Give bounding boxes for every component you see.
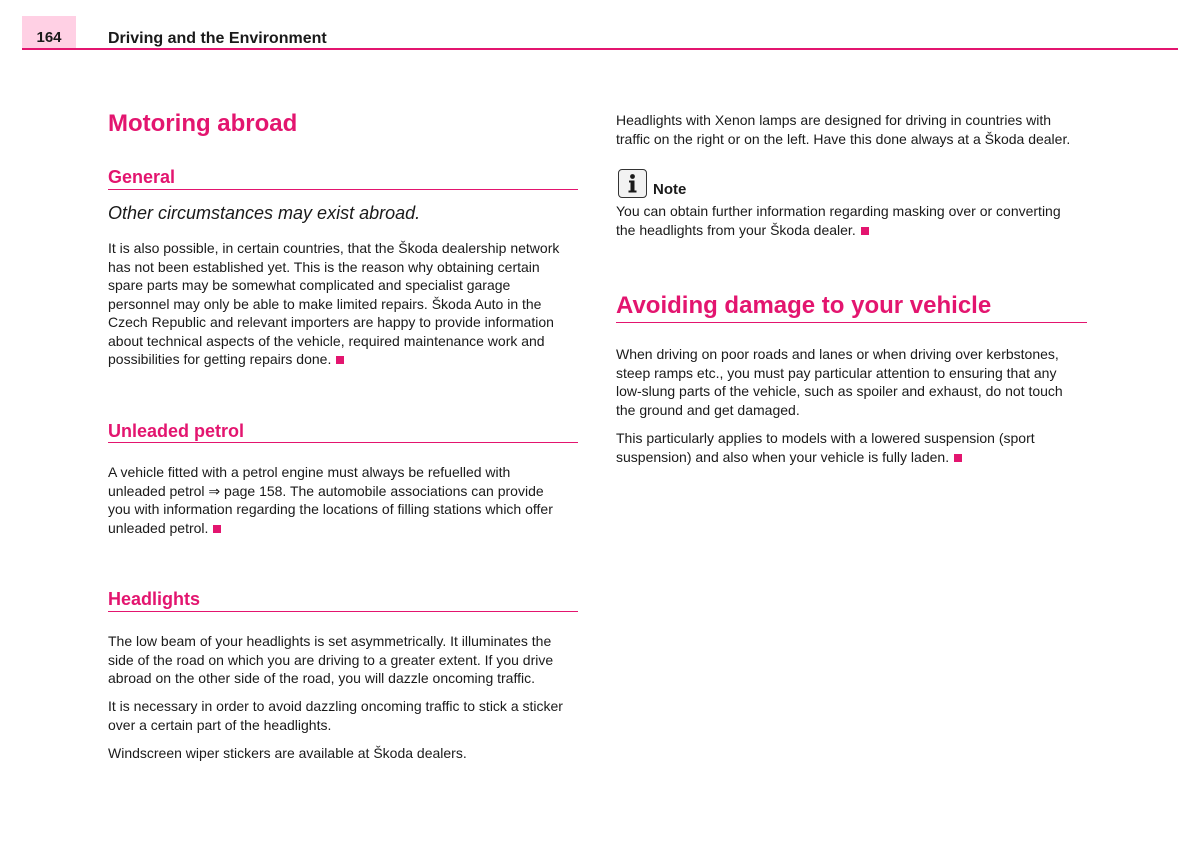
text-line — [108, 350, 559, 369]
text-line: over a certain part of the headlights. — [108, 716, 332, 733]
page-number: 164 — [22, 16, 76, 50]
page-header — [22, 16, 1178, 50]
text-line: This particularly applies to models with a lowered suspension (sport — [616, 430, 1035, 446]
heading-rule — [108, 442, 578, 443]
end-of-section-marker — [336, 356, 344, 364]
paragraph-unleaded — [108, 463, 553, 537]
text-line: side of the road on which you are driving to a greater extent. If you drive — [108, 651, 554, 668]
paragraph-xenon — [616, 111, 1070, 148]
text-line: A vehicle fitted with a petrol engine must always be refuelled with — [108, 464, 511, 480]
line-text: suspension) and also when your vehicle is fully laden. — [616, 448, 950, 465]
note-title: Note — [653, 181, 687, 198]
line-text: the headlights from your Škoda dealer. — [616, 221, 856, 238]
text-line: personnel may only be able to make limited repairs. Škoda Auto in the — [108, 295, 542, 312]
paragraph-damage-2 — [616, 429, 1035, 466]
text-line: you with information regarding the locations of filling stations which offer — [108, 501, 553, 517]
text-line: has not been established yet. This is the reason why obtaining certain — [108, 258, 540, 275]
heading-rule — [108, 611, 578, 612]
line-text: possibilities for getting repairs done. — [108, 351, 332, 367]
text-line: You can obtain further information regarding masking over or converting — [616, 203, 1061, 219]
text-line: The low beam of your headlights is set asymmetrically. It illuminates the — [108, 633, 552, 649]
text-line — [616, 448, 1035, 467]
info-icon — [618, 169, 647, 198]
text-line: It is also possible, in certain countries, that the Škoda dealership network — [108, 240, 560, 256]
paragraph-damage-1 — [616, 345, 1063, 419]
end-of-section-marker — [861, 227, 869, 235]
lead-text: Other circumstances may exist abroad. — [108, 203, 421, 223]
text-line: steep ramps etc., you must pay particular attention to ensuring that any — [616, 364, 1057, 381]
paragraph-general — [108, 239, 559, 369]
text-line: low-slung parts of the vehicle, such as spoiler and exhaust, do not touch — [616, 383, 1063, 399]
paragraph-headlights-1 — [108, 632, 553, 688]
paragraph-headlights-2 — [108, 697, 563, 734]
text-line: abroad on the other side of the road, you will dazzle oncoming traffic. — [108, 670, 535, 686]
text-line: Windscreen wiper stickers are available at Škoda dealers. — [108, 745, 467, 761]
end-of-section-marker — [954, 454, 962, 462]
heading-general: General — [108, 167, 176, 187]
text-line — [108, 519, 553, 538]
heading-rule — [108, 189, 578, 190]
paragraph-headlights-3 — [108, 744, 467, 763]
section-title-motoring-abroad: Motoring abroad — [108, 110, 298, 137]
paragraph-note — [616, 202, 1061, 239]
section-title-avoiding-damage: Avoiding damage to your vehicle — [616, 292, 992, 319]
text-line: traffic on the right or on the left. Have this done always at a Škoda dealer. — [616, 130, 1071, 147]
heading-headlights: Headlights — [108, 589, 201, 609]
text-line: Czech Republic and relevant importers are happy to provide information — [108, 314, 554, 330]
text-line: Headlights with Xenon lamps are designed for driving in countries with — [616, 112, 1052, 128]
text-line: about technical aspects of the vehicle, required maintenance work and — [108, 332, 545, 349]
text-line: unleaded petrol ⇒ page 158. The automobile associations can provide — [108, 482, 544, 499]
text-line: When driving on poor roads and lanes or when driving over kerbstones, — [616, 346, 1059, 362]
chapter-title: Driving and the Environment — [108, 30, 327, 47]
heading-rule — [616, 322, 1087, 323]
text-line: It is necessary in order to avoid dazzling oncoming traffic to stick a sticker — [108, 698, 563, 714]
header-divider — [22, 48, 1178, 50]
text-line: spare parts may be somewhat complicated and specialist garage — [108, 277, 511, 293]
text-line — [616, 221, 1061, 240]
line-text: unleaded petrol. — [108, 519, 209, 536]
text-line: the ground and get damaged. — [616, 401, 800, 418]
end-of-section-marker — [213, 525, 221, 533]
heading-unleaded-petrol: Unleaded petrol — [108, 421, 245, 441]
